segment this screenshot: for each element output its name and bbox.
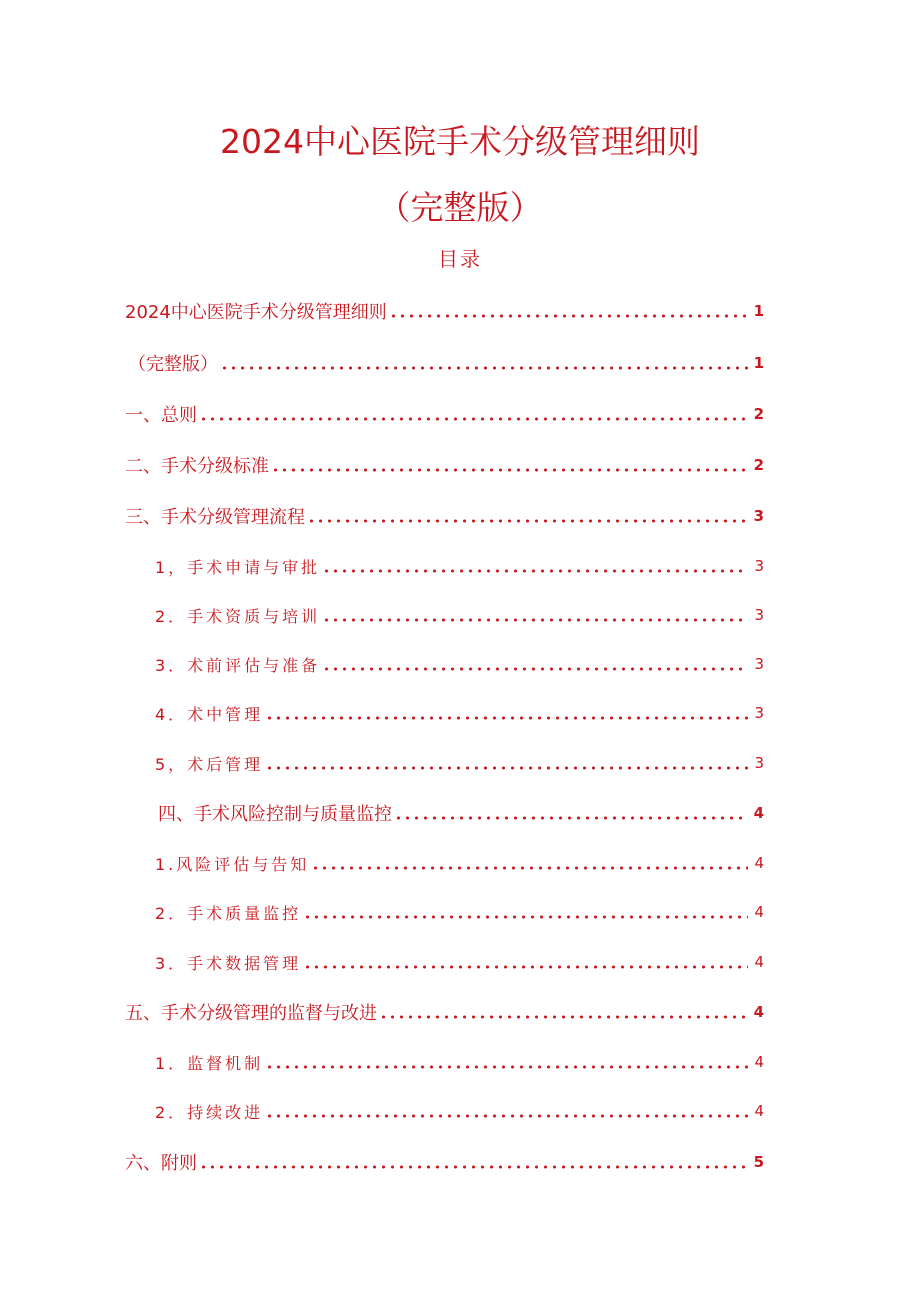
toc-entry[interactable] bbox=[125, 298, 764, 324]
toc-entry-label: 六、附则 bbox=[125, 1153, 197, 1174]
toc-leader-dots bbox=[220, 366, 748, 370]
toc-leader-dots bbox=[265, 1114, 748, 1118]
toc-entry-label: 三、手术分级管理流程 bbox=[125, 507, 305, 528]
document-title: 2024中心医院手术分级管理细则 bbox=[220, 122, 700, 161]
toc-entry-label: 二、手术分级标准 bbox=[125, 456, 269, 477]
toc-leader-dots bbox=[394, 816, 748, 820]
toc-entry[interactable] bbox=[155, 700, 764, 726]
toc-entry-page: 4 bbox=[753, 1003, 764, 1021]
toc-entry-label: （完整版） bbox=[128, 354, 218, 375]
toc-entry-page: 3 bbox=[754, 606, 764, 624]
toc-entry[interactable] bbox=[155, 1098, 764, 1124]
toc-entry-label: 五、手术分级管理的监督与改进 bbox=[125, 1003, 377, 1024]
toc-leader-dots bbox=[389, 314, 748, 318]
toc-entry[interactable] bbox=[125, 452, 764, 478]
toc-entry-page: 4 bbox=[754, 854, 764, 872]
toc-leader-dots bbox=[265, 716, 748, 720]
toc-entry-label: 2．手术资质与培训 bbox=[155, 606, 321, 626]
toc-entry[interactable] bbox=[155, 602, 764, 628]
toc-entry[interactable] bbox=[128, 350, 764, 376]
toc-leader-dots bbox=[199, 417, 748, 421]
toc-entry[interactable] bbox=[158, 800, 764, 826]
toc-leader-dots bbox=[303, 965, 748, 969]
toc-entry-page: 3 bbox=[754, 754, 764, 772]
toc-leader-dots bbox=[311, 866, 748, 870]
toc-leader-dots bbox=[322, 667, 748, 671]
toc-entry-page: 3 bbox=[754, 557, 764, 575]
toc-entry-page: 3 bbox=[754, 704, 764, 722]
toc-entry-label: 5，术后管理 bbox=[155, 754, 264, 774]
toc-entry-page: 2 bbox=[753, 456, 764, 474]
toc-entry-label: 1．监督机制 bbox=[155, 1053, 264, 1073]
toc-entry-page: 1 bbox=[753, 302, 764, 320]
toc-entry[interactable] bbox=[155, 750, 764, 776]
toc-entry-label: 3．手术数据管理 bbox=[155, 953, 302, 973]
toc-entry[interactable] bbox=[155, 1049, 764, 1075]
toc-entry[interactable] bbox=[155, 850, 764, 876]
toc-entry-page: 3 bbox=[753, 507, 764, 525]
toc-entry-label: 3．术前评估与准备 bbox=[155, 655, 321, 675]
toc-leader-dots bbox=[265, 1065, 748, 1069]
toc-entry-page: 3 bbox=[754, 655, 764, 673]
toc-entry-label: 一、总则 bbox=[125, 405, 197, 426]
toc-entry-label: 1，手术申请与审批 bbox=[155, 557, 321, 577]
toc-entry-page: 2 bbox=[753, 405, 764, 423]
toc-leader-dots bbox=[379, 1015, 748, 1019]
toc-entry-page: 5 bbox=[753, 1153, 764, 1171]
document-subtitle: （完整版） bbox=[377, 188, 543, 227]
toc-leader-dots bbox=[265, 766, 748, 770]
toc-entry-label: 2．持续改进 bbox=[155, 1102, 264, 1122]
toc-entry[interactable] bbox=[155, 651, 764, 677]
toc-leader-dots bbox=[322, 569, 748, 573]
toc-leader-dots bbox=[271, 468, 748, 472]
toc-entry-label: 四、手术风险控制与质量监控 bbox=[158, 804, 392, 825]
toc-entry-page: 4 bbox=[754, 1102, 764, 1120]
toc-entry-page: 4 bbox=[754, 903, 764, 921]
toc-entry-page: 4 bbox=[753, 804, 764, 822]
toc-entry-page: 4 bbox=[754, 953, 764, 971]
toc-heading: 目录 bbox=[438, 247, 482, 271]
toc-leader-dots bbox=[199, 1165, 748, 1169]
toc-entry[interactable] bbox=[125, 503, 764, 529]
toc-entry-page: 1 bbox=[753, 354, 764, 372]
toc-leader-dots bbox=[322, 618, 748, 622]
toc-entry[interactable] bbox=[155, 899, 764, 925]
toc-entry[interactable] bbox=[125, 401, 764, 427]
toc-entry-label: 2．手术质量监控 bbox=[155, 903, 302, 923]
toc-entry-page: 4 bbox=[754, 1053, 764, 1071]
toc-entry-label: 1.风险评估与告知 bbox=[155, 854, 310, 874]
toc-entry[interactable] bbox=[125, 1149, 764, 1175]
toc-entry[interactable] bbox=[155, 553, 764, 579]
toc-entry-label: 4．术中管理 bbox=[155, 704, 264, 724]
toc-entry-label: 2024中心医院手术分级管理细则 bbox=[125, 302, 387, 323]
toc-leader-dots bbox=[307, 519, 748, 523]
toc-entry[interactable] bbox=[155, 949, 764, 975]
toc-leader-dots bbox=[303, 915, 748, 919]
toc-entry[interactable] bbox=[125, 999, 764, 1025]
